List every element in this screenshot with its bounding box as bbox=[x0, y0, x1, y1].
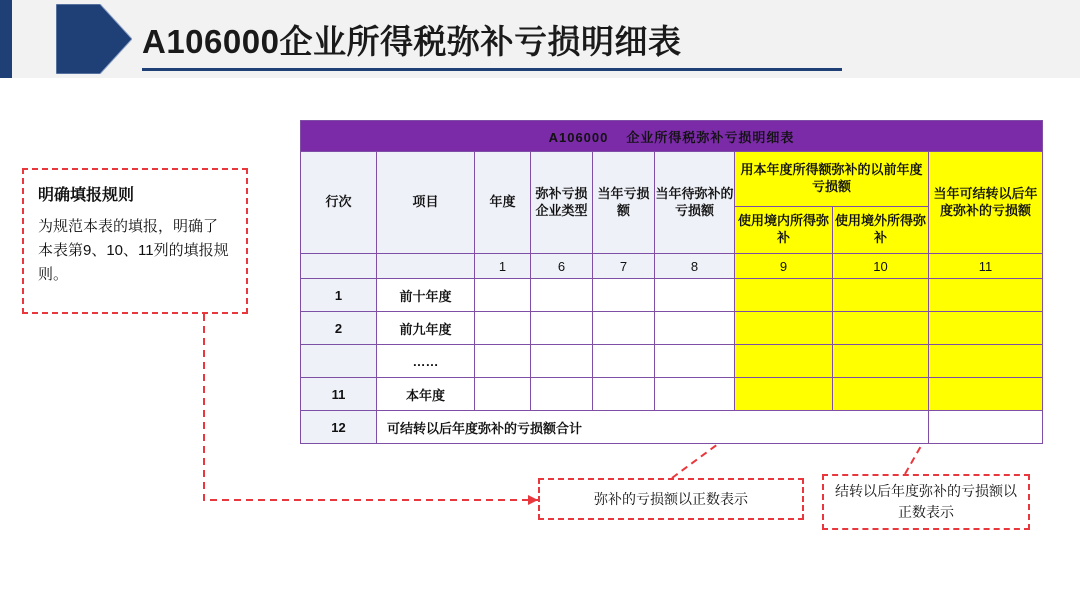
cell-offset-domestic[interactable] bbox=[735, 378, 833, 411]
table-row[interactable] bbox=[301, 312, 1043, 345]
row-item: 前九年度 bbox=[377, 312, 475, 345]
colnum-carryforward: 11 bbox=[929, 254, 1043, 279]
cell-offset-overseas[interactable] bbox=[833, 279, 929, 312]
rule-note-body: 为规范本表的填报，明确了本表第9、10、11列的填报规则。 bbox=[38, 218, 229, 283]
colnum-offset-overseas: 10 bbox=[833, 254, 929, 279]
colnum-offset-domestic: 9 bbox=[735, 254, 833, 279]
callout-carryforward-note: 结转以后年度弥补的亏损额以正数表示 bbox=[822, 474, 1030, 530]
form-table-container bbox=[300, 120, 1042, 444]
row-index: 11 bbox=[301, 378, 377, 411]
header-offset-domestic: 使用境内所得弥补 bbox=[735, 207, 833, 254]
table-row[interactable] bbox=[301, 378, 1043, 411]
column-number-row bbox=[301, 254, 1043, 279]
colnum-blank-item bbox=[377, 254, 475, 279]
row-index: 1 bbox=[301, 279, 377, 312]
colnum-current-year-loss: 7 bbox=[593, 254, 655, 279]
row-index bbox=[301, 345, 377, 378]
cell-loss-enterprise-type[interactable] bbox=[531, 312, 593, 345]
cell-offset-domestic[interactable] bbox=[735, 345, 833, 378]
header-row-1 bbox=[301, 152, 1043, 207]
row-item: 前十年度 bbox=[377, 279, 475, 312]
header-row-index: 行次 bbox=[301, 152, 377, 254]
header-arrow-shape bbox=[56, 4, 132, 74]
header-offset-overseas: 使用境外所得弥补 bbox=[833, 207, 929, 254]
cell-carryforward[interactable] bbox=[929, 312, 1043, 345]
cell-current-year-loss[interactable] bbox=[593, 345, 655, 378]
cell-carryforward[interactable] bbox=[929, 345, 1043, 378]
cell-offset-overseas[interactable] bbox=[833, 345, 929, 378]
cell-year[interactable] bbox=[475, 279, 531, 312]
row-index: 2 bbox=[301, 312, 377, 345]
title-underline bbox=[142, 68, 842, 71]
table-row[interactable] bbox=[301, 345, 1043, 378]
cell-offset-domestic[interactable] bbox=[735, 279, 833, 312]
cell-current-year-loss[interactable] bbox=[593, 378, 655, 411]
loss-offset-form-table bbox=[300, 120, 1043, 444]
header-loss-enterprise-type: 弥补亏损企业类型 bbox=[531, 152, 593, 254]
table-total-row[interactable] bbox=[301, 411, 1043, 444]
table-row[interactable] bbox=[301, 279, 1043, 312]
colnum-loss-enterprise-type: 6 bbox=[531, 254, 593, 279]
cell-current-pending-loss[interactable] bbox=[655, 279, 735, 312]
cell-offset-overseas[interactable] bbox=[833, 378, 929, 411]
cell-year[interactable] bbox=[475, 312, 531, 345]
header-current-year-loss: 当年亏损额 bbox=[593, 152, 655, 254]
header-year: 年度 bbox=[475, 152, 531, 254]
page-title: A106000企业所得税弥补亏损明细表 bbox=[142, 23, 682, 60]
colnum-year: 1 bbox=[475, 254, 531, 279]
row-item: …… bbox=[377, 345, 475, 378]
cell-offset-overseas[interactable] bbox=[833, 312, 929, 345]
cell-loss-enterprise-type[interactable] bbox=[531, 345, 593, 378]
cell-current-pending-loss[interactable] bbox=[655, 312, 735, 345]
row-item: 本年度 bbox=[377, 378, 475, 411]
callout-positive-number-note: 弥补的亏损额以正数表示 bbox=[538, 478, 804, 520]
header-item: 项目 bbox=[377, 152, 475, 254]
total-row-label: 可结转以后年度弥补的亏损额合计 bbox=[377, 411, 929, 444]
cell-offset-domestic[interactable] bbox=[735, 312, 833, 345]
cell-loss-enterprise-type[interactable] bbox=[531, 279, 593, 312]
cell-current-pending-loss[interactable] bbox=[655, 345, 735, 378]
cell-loss-enterprise-type[interactable] bbox=[531, 378, 593, 411]
cell-current-year-loss[interactable] bbox=[593, 312, 655, 345]
colnum-current-pending-loss: 8 bbox=[655, 254, 735, 279]
cell-year[interactable] bbox=[475, 345, 531, 378]
rule-note-title: 明确填报规则 bbox=[38, 187, 135, 204]
header-group-offset-with-income: 用本年度所得额弥补的以前年度亏损额 bbox=[735, 152, 929, 207]
table-title-cell bbox=[301, 121, 1043, 152]
table-name: 企业所得税弥补亏损明细表 bbox=[626, 129, 795, 145]
header-accent-bar bbox=[0, 0, 12, 78]
rule-note-box bbox=[22, 168, 248, 314]
colnum-blank-index bbox=[301, 254, 377, 279]
cell-current-year-loss[interactable] bbox=[593, 279, 655, 312]
total-row-index: 12 bbox=[301, 411, 377, 444]
cell-year[interactable] bbox=[475, 378, 531, 411]
cell-current-pending-loss[interactable] bbox=[655, 378, 735, 411]
cell-carryforward[interactable] bbox=[929, 378, 1043, 411]
total-row-value-cell[interactable] bbox=[929, 411, 1043, 444]
table-title-row bbox=[301, 121, 1043, 152]
cell-carryforward[interactable] bbox=[929, 279, 1043, 312]
header-carryforward: 当年可结转以后年度弥补的亏损额 bbox=[929, 152, 1043, 254]
table-code: A106000 bbox=[548, 129, 609, 145]
page-header bbox=[0, 0, 1080, 78]
header-current-pending-loss: 当年待弥补的亏损额 bbox=[655, 152, 735, 254]
